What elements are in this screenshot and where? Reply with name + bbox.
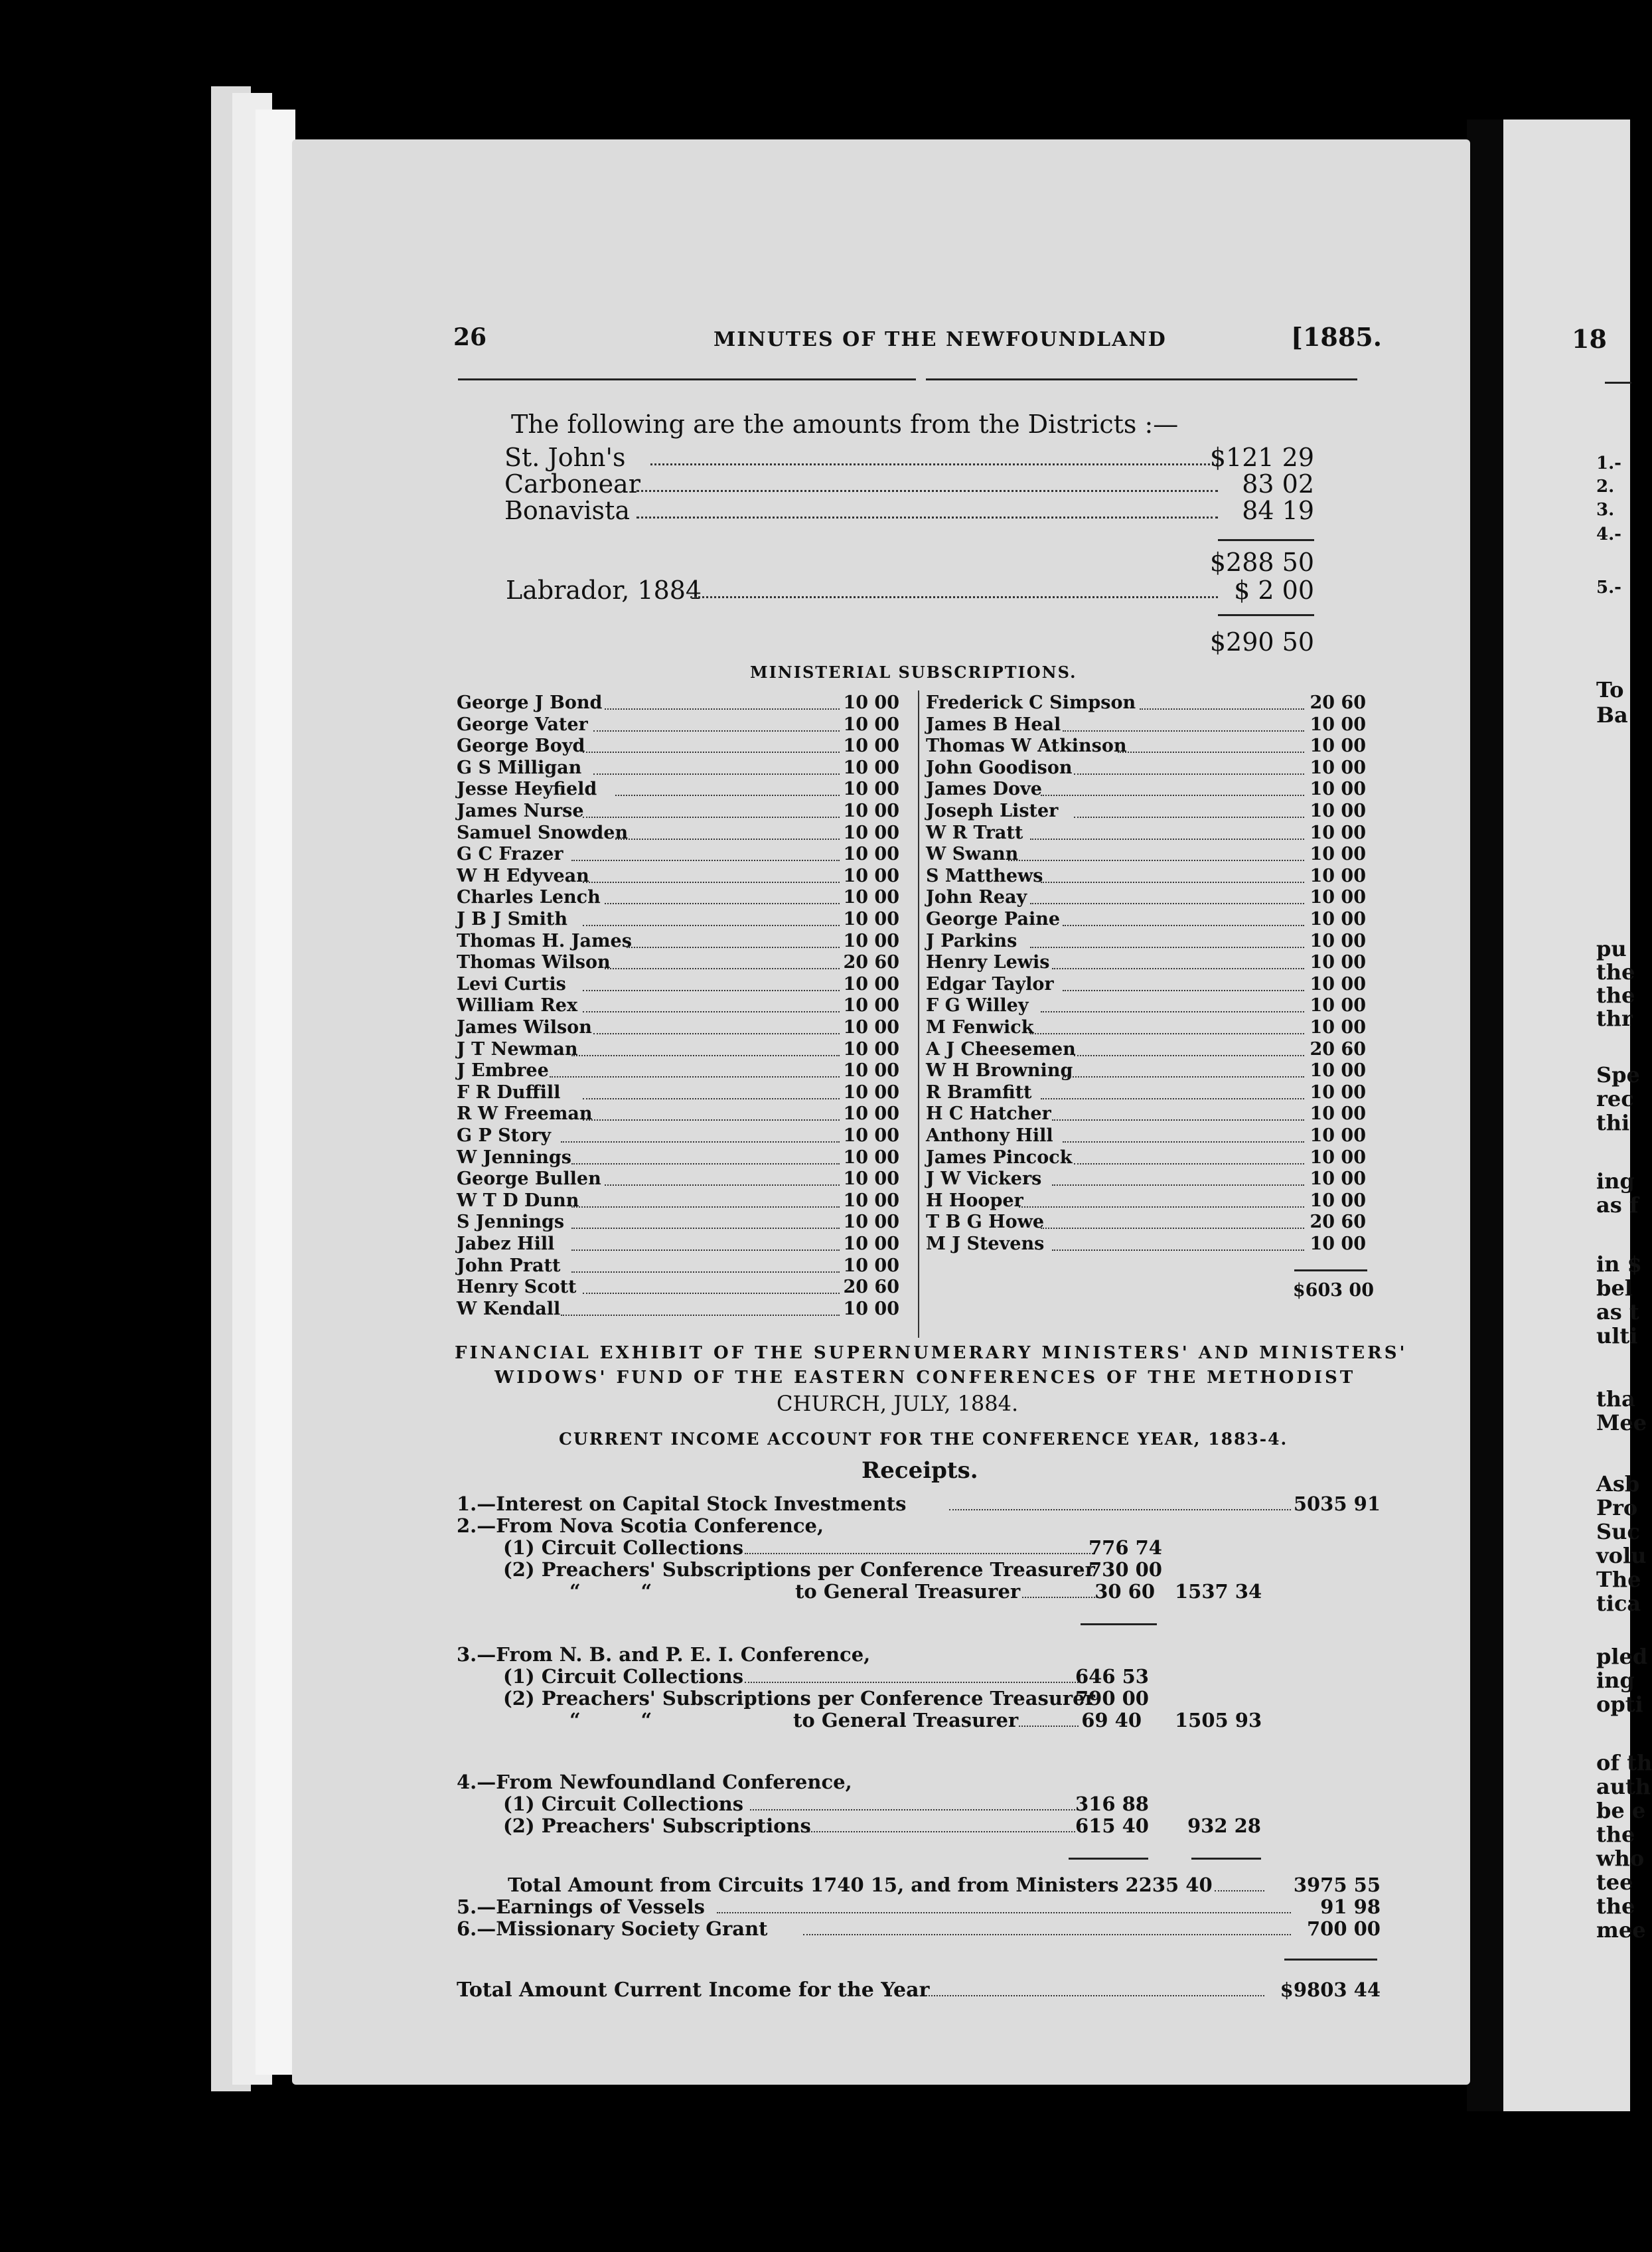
- subscriber-name: J W Vickers: [926, 1168, 1042, 1190]
- next-page-fragment: 2.: [1596, 477, 1615, 497]
- subscriber-amount: 10 00: [1310, 1147, 1366, 1168]
- next-page-fragment: thi: [1596, 1110, 1630, 1135]
- subscriber-amount: 10 00: [843, 822, 899, 843]
- leader-dots: [583, 1119, 840, 1121]
- next-page-fragment: 5.-: [1596, 578, 1621, 598]
- next-page-fragment: as t: [1596, 1299, 1639, 1325]
- leader-dots: [1041, 1228, 1304, 1229]
- subscriber-name: G P Story: [457, 1125, 552, 1146]
- subscriber-name: Samuel Snowden: [457, 822, 629, 843]
- leader-dots: [571, 1249, 840, 1251]
- next-page-fragment: tha: [1596, 1386, 1635, 1411]
- sum-rule: [1069, 1858, 1148, 1860]
- next-page-fragment: the: [1596, 983, 1635, 1008]
- receipt-total: 3975 55: [1293, 1874, 1381, 1896]
- subscriber-amount: 10 00: [843, 736, 899, 757]
- leader-dots: [1074, 817, 1305, 818]
- leader-dots: [637, 490, 1218, 492]
- subscriber-amount: 10 00: [1310, 1017, 1366, 1038]
- subscriber-amount: 10 00: [1310, 1082, 1366, 1103]
- subscriber-name: John Pratt: [457, 1255, 561, 1276]
- subscriber-name: J Parkins: [926, 930, 1017, 951]
- next-page-fragment: ulti: [1596, 1323, 1638, 1348]
- subscriber-name: Thomas H. James: [457, 930, 632, 951]
- next-page-fragment: of th: [1596, 1750, 1652, 1775]
- subscriber-name: J B J Smith: [457, 909, 567, 929]
- subscriber-amount: 10 00: [843, 779, 899, 800]
- leader-dots: [561, 1315, 840, 1316]
- subscriber-name: F G Willey: [926, 995, 1029, 1016]
- districts-subtotal: $288 50: [1209, 548, 1314, 577]
- receipt-amount: 30 60: [1094, 1580, 1155, 1603]
- next-page-fragment: tica: [1596, 1591, 1641, 1616]
- subscriber-name: W T D Dunn: [457, 1190, 579, 1211]
- subscriber-amount: 10 00: [843, 757, 899, 778]
- receipt-amount: 790 00: [1075, 1687, 1149, 1710]
- subscriber-amount: 10 00: [1310, 1234, 1366, 1254]
- subscriber-name: S Matthews: [926, 865, 1043, 886]
- leader-dots: [583, 882, 840, 883]
- district-amount: 84 19: [1242, 496, 1314, 525]
- subscriber-name: James B Heal: [926, 714, 1061, 735]
- leader-dots: [615, 795, 840, 796]
- subscriber-amount: 10 00: [843, 1147, 899, 1168]
- book-gutter: [1467, 120, 1505, 2111]
- leader-dots: [1041, 882, 1304, 883]
- leader-dots: [593, 1033, 840, 1034]
- receipt-label: 2.—From Nova Scotia Conference,: [457, 1514, 824, 1537]
- leader-dots: [1074, 1055, 1305, 1056]
- receipt-label: (1) Circuit Collections: [503, 1793, 744, 1815]
- subscriber-name: A J Cheesemen: [926, 1038, 1076, 1060]
- next-page-fragment: who: [1596, 1846, 1645, 1871]
- column-divider: [918, 690, 919, 1338]
- leader-dots: [583, 1098, 840, 1099]
- leader-dots: [615, 839, 840, 840]
- subscriber-name: James Dove: [926, 779, 1042, 800]
- labrador-amount: $ 2 00: [1234, 576, 1314, 605]
- sum-rule: [1284, 1959, 1377, 1961]
- leader-dots: [561, 1141, 840, 1143]
- leader-dots: [605, 968, 840, 969]
- leader-dots: [1052, 1184, 1305, 1186]
- next-page-fragment: 4.-: [1596, 524, 1621, 544]
- next-page-fragment: be e: [1596, 1798, 1646, 1823]
- receipt-amount: 615 40: [1075, 1814, 1149, 1837]
- receipt-label: “ “: [569, 1709, 652, 1731]
- leader-dots: [593, 730, 840, 732]
- subscriber-name: J Embree: [457, 1060, 549, 1082]
- next-page-fragment: volu: [1596, 1543, 1647, 1568]
- receipt-label: to General Treasurer: [795, 1580, 1021, 1603]
- leader-dots: [1063, 990, 1304, 991]
- subscriber-amount: 10 00: [843, 1082, 899, 1103]
- leader-dots: [745, 1682, 1079, 1683]
- subscriber-amount: 20 60: [1310, 692, 1366, 713]
- subscriber-amount: 10 00: [1310, 973, 1366, 995]
- next-page-fragment: To: [1596, 677, 1624, 702]
- leader-dots: [1063, 1076, 1304, 1078]
- next-page-fragment: Ba: [1596, 702, 1628, 728]
- subscriber-name: G S Milligan: [457, 757, 582, 778]
- subscriber-amount: 10 00: [843, 1103, 899, 1125]
- subscriber-name: John Goodison: [926, 757, 1073, 778]
- subscriber-amount: 10 00: [1310, 714, 1366, 735]
- subscriber-name: Henry Lewis: [926, 952, 1050, 973]
- receipt-label: 6.—Missionary Society Grant: [457, 1917, 768, 1940]
- subscriber-amount: 10 00: [843, 1212, 899, 1233]
- leader-dots: [1019, 1726, 1079, 1727]
- leader-dots: [1074, 773, 1305, 775]
- receipt-label: (2) Preachers' Subscriptions per Conference Treasurer: [503, 1558, 1095, 1581]
- subscriber-name: H Hooper: [926, 1190, 1023, 1211]
- subscriber-name: W R Tratt: [926, 822, 1023, 843]
- subscriber-amount: 10 00: [1310, 930, 1366, 951]
- subscriber-amount: 10 00: [1310, 909, 1366, 929]
- grand-total: $9803 44: [1280, 1978, 1381, 2001]
- district-amount: 83 02: [1242, 469, 1314, 499]
- labrador-label: Labrador, 1884: [506, 576, 702, 605]
- subscriber-name: Levi Curtis: [457, 973, 566, 995]
- leader-dots: [583, 1293, 840, 1294]
- leader-dots: [745, 1553, 1095, 1554]
- district-amount: $121 29: [1209, 443, 1314, 472]
- next-page-fragment: as f: [1596, 1192, 1639, 1218]
- subscriber-amount: 10 00: [1310, 1103, 1366, 1125]
- subscriber-name: R W Freeman: [457, 1103, 593, 1125]
- subscriber-amount: 20 60: [1310, 1212, 1366, 1233]
- subscriber-amount: 10 00: [1310, 801, 1366, 821]
- subscriber-name: George Paine: [926, 909, 1061, 929]
- leader-dots: [1041, 795, 1304, 796]
- next-page-fragment: the: [1596, 959, 1635, 985]
- subscriber-name: Anthony Hill: [926, 1125, 1053, 1146]
- leader-dots: [593, 773, 840, 775]
- subscriber-name: James Nurse: [457, 801, 584, 821]
- leader-dots: [803, 1831, 1075, 1832]
- subscriber-name: George Vater: [457, 714, 588, 735]
- subscriber-amount: 10 00: [1310, 1190, 1366, 1211]
- receipt-label: Total Amount from Circuits 1740 15, and from Ministers 2235 40: [508, 1874, 1213, 1896]
- subscriber-name: S Jennings: [457, 1212, 565, 1233]
- subscriber-amount: 10 00: [1310, 865, 1366, 886]
- districts-total: $290 50: [1209, 627, 1314, 657]
- subscriber-amount: 10 00: [843, 1298, 899, 1319]
- subscriber-amount: 10 00: [843, 1017, 899, 1038]
- next-page-fragment: mee: [1596, 1917, 1646, 1943]
- receipt-amount: 646 53: [1075, 1665, 1149, 1688]
- subscriber-amount: 10 00: [843, 930, 899, 951]
- page-number: 26: [453, 323, 487, 351]
- leader-dots: [550, 1076, 840, 1078]
- next-page-fragment: ing: [1596, 1668, 1635, 1693]
- leader-dots: [583, 752, 840, 753]
- district-name: St. John's: [504, 443, 626, 472]
- subscriber-name: Thomas Wilson: [457, 952, 611, 973]
- header-year: [1885.: [1291, 322, 1382, 352]
- subscriber-name: H C Hatcher: [926, 1103, 1051, 1125]
- next-page-fragment: rec: [1596, 1086, 1634, 1111]
- subscriber-name: M Fenwick: [926, 1017, 1034, 1038]
- receipt-amount: 776 74: [1089, 1536, 1162, 1559]
- receipt-subtotal: 1505 93: [1175, 1709, 1262, 1731]
- subscriber-name: Henry Scott: [457, 1277, 577, 1298]
- sum-rule: [1081, 1623, 1157, 1625]
- subscriber-amount: 10 00: [1310, 822, 1366, 843]
- next-page-fragment: thr: [1596, 1006, 1633, 1031]
- receipt-total: 700 00: [1307, 1917, 1381, 1940]
- leader-dots: [926, 1995, 1264, 1996]
- sum-rule: [1218, 614, 1314, 616]
- ministerial-total: $603 00: [1292, 1280, 1374, 1301]
- leader-dots: [1063, 730, 1304, 732]
- receipt-label: (2) Preachers' Subscriptions per Conference Treasurer: [503, 1687, 1095, 1710]
- leader-dots: [750, 1809, 1075, 1810]
- receipt-total: 5035 91: [1293, 1492, 1381, 1515]
- next-page-fragment: The: [1596, 1567, 1641, 1592]
- subscriber-amount: 10 00: [1310, 887, 1366, 908]
- receipt-label: to General Treasurer: [793, 1709, 1019, 1731]
- leader-dots: [583, 817, 840, 818]
- subscriber-amount: 10 00: [843, 995, 899, 1016]
- exhibit-subtitle: CURRENT INCOME ACCOUNT FOR THE CONFERENCE YEAR, 1883-4.: [559, 1429, 1288, 1449]
- receipt-label: 4.—From Newfoundland Conference,: [457, 1771, 852, 1793]
- receipt-label: (2) Preachers' Subscriptions: [503, 1814, 811, 1837]
- leader-dots: [1052, 1249, 1305, 1251]
- receipt-label: Total Amount Current Income for the Year: [457, 1978, 930, 2002]
- subscriber-name: W Jennings: [457, 1147, 571, 1168]
- subscriber-amount: 20 60: [843, 1277, 899, 1298]
- sum-rule: [1294, 1269, 1367, 1271]
- next-page-fragment: ing: [1596, 1168, 1635, 1194]
- leader-dots: [637, 517, 1218, 519]
- subscriber-amount: 10 00: [1310, 844, 1366, 865]
- exhibit-title-line1: FINANCIAL EXHIBIT OF THE SUPERNUMERARY MINISTERS' AND MINISTERS': [455, 1343, 1408, 1363]
- leader-dots: [571, 860, 840, 861]
- subscriber-amount: 10 00: [1310, 995, 1366, 1016]
- leader-dots: [583, 1011, 840, 1012]
- leader-dots: [627, 947, 840, 948]
- leader-dots: [583, 990, 840, 991]
- receipt-total: 91 98: [1320, 1895, 1381, 1918]
- leader-dots: [1030, 1033, 1305, 1034]
- leader-dots: [1063, 1141, 1304, 1143]
- subscriber-amount: 10 00: [1310, 1125, 1366, 1146]
- subscriber-amount: 10 00: [1310, 736, 1366, 757]
- subscriber-name: M J Stevens: [926, 1234, 1045, 1254]
- leader-dots: [1041, 1098, 1304, 1099]
- next-page-fragment: bel: [1596, 1275, 1633, 1301]
- subscriber-name: F R Duffill: [457, 1082, 561, 1103]
- subscriber-amount: 10 00: [843, 1234, 899, 1254]
- subscriber-amount: 10 00: [1310, 757, 1366, 778]
- subscriber-amount: 10 00: [843, 1168, 899, 1190]
- subscriber-amount: 10 00: [1310, 1168, 1366, 1190]
- running-title: MINUTES OF THE NEWFOUNDLAND: [713, 328, 1167, 351]
- receipt-amount: 69 40: [1081, 1709, 1142, 1731]
- leader-dots: [583, 925, 840, 926]
- district-name: Bonavista: [504, 496, 630, 525]
- receipt-amount: 730 00: [1089, 1558, 1162, 1581]
- leader-dots: [1118, 752, 1305, 753]
- leader-dots: [571, 1206, 840, 1208]
- subscriber-name: T B G Howe: [926, 1212, 1045, 1233]
- leader-dots: [1008, 860, 1305, 861]
- next-page-fragment: Asb: [1596, 1471, 1640, 1496]
- exhibit-title-line3: CHURCH, JULY, 1884.: [777, 1391, 1019, 1416]
- subscriber-name: G C Frazer: [457, 844, 563, 865]
- subscriber-name: James Wilson: [457, 1017, 592, 1038]
- next-page-fragment: 3.: [1596, 500, 1615, 520]
- subscriber-amount: 10 00: [843, 844, 899, 865]
- next-page-fragment: the: [1596, 1893, 1635, 1919]
- next-page-fragment: pled: [1596, 1644, 1648, 1669]
- subscriber-name: Charles Lench: [457, 887, 601, 908]
- sum-rule: [1191, 1858, 1261, 1860]
- subscriber-amount: 10 00: [843, 1255, 899, 1276]
- subscriber-name: George J Bond: [457, 692, 603, 713]
- subscriber-name: William Rex: [457, 995, 578, 1016]
- next-page-fragment: Suc: [1596, 1519, 1640, 1544]
- subscriber-amount: 10 00: [843, 1038, 899, 1060]
- leader-dots: [571, 1163, 840, 1165]
- next-page-fragment: Pro: [1596, 1495, 1638, 1520]
- receipt-label: “ “: [569, 1580, 652, 1603]
- receipts-heading: Receipts.: [862, 1457, 978, 1484]
- subscriber-name: James Pincock: [926, 1147, 1073, 1168]
- subscriber-amount: 20 60: [1310, 1038, 1366, 1060]
- receipt-amount: 316 88: [1075, 1793, 1149, 1815]
- next-page-fragment: Mee: [1596, 1410, 1647, 1435]
- leader-dots: [1022, 1597, 1095, 1598]
- subscriber-name: W Swann: [926, 844, 1019, 865]
- header-rule: [926, 378, 1357, 380]
- leader-dots: [571, 1228, 840, 1229]
- leader-dots: [1030, 839, 1305, 840]
- subscriber-amount: 10 00: [1310, 1060, 1366, 1082]
- receipt-subtotal: 932 28: [1187, 1814, 1261, 1837]
- subscriber-name: Edgar Taylor: [926, 973, 1054, 995]
- subscriber-amount: 10 00: [843, 1125, 899, 1146]
- leader-dots: [1030, 903, 1305, 904]
- receipt-label: (1) Circuit Collections: [503, 1665, 744, 1688]
- subscriber-amount: 10 00: [843, 973, 899, 995]
- leader-dots: [803, 1934, 1291, 1935]
- leader-dots: [605, 1184, 840, 1186]
- leader-dots: [571, 1271, 840, 1273]
- leader-dots: [1030, 947, 1305, 948]
- leader-dots: [690, 596, 1218, 598]
- subscriber-amount: 10 00: [1310, 952, 1366, 973]
- leader-dots: [605, 903, 840, 904]
- leader-dots: [571, 1055, 840, 1056]
- ministerial-title: MINISTERIAL SUBSCRIPTIONS.: [750, 663, 1077, 682]
- next-page-fragment: tee: [1596, 1870, 1633, 1895]
- leader-dots: [949, 1509, 1291, 1510]
- subscriber-name: W Kendall: [457, 1298, 561, 1319]
- next-page-fragment: auth: [1596, 1774, 1651, 1799]
- leader-dots: [1140, 708, 1305, 710]
- subscriber-name: J T Newman: [457, 1038, 578, 1060]
- next-page-fragment: pu: [1596, 936, 1627, 961]
- leader-dots: [1052, 1119, 1305, 1121]
- leader-dots: [605, 708, 840, 710]
- leader-dots: [1041, 1011, 1304, 1012]
- subscriber-amount: 10 00: [843, 1060, 899, 1082]
- subscriber-name: Joseph Lister: [926, 801, 1059, 821]
- receipt-label: 5.—Earnings of Vessels: [457, 1895, 705, 1918]
- subscriber-amount: 10 00: [1310, 779, 1366, 800]
- subscriber-name: Jabez Hill: [457, 1234, 555, 1254]
- district-name: Carbonear: [504, 469, 640, 499]
- subscriber-name: Frederick C Simpson: [926, 692, 1136, 713]
- header-rule: [458, 378, 916, 380]
- subscriber-name: Jesse Heyfield: [457, 779, 597, 800]
- next-page-fragment: Spe: [1596, 1062, 1640, 1087]
- subscriber-name: W H Browning: [926, 1060, 1073, 1082]
- subscriber-amount: 10 00: [843, 909, 899, 929]
- page-stack-edge: [256, 110, 295, 2075]
- next-page-fragment: opti: [1596, 1692, 1643, 1717]
- sum-rule: [1218, 539, 1314, 541]
- subscriber-name: George Boyd: [457, 736, 585, 757]
- exhibit-title-line2: WIDOWS' FUND OF THE EASTERN CONFERENCES OF THE METHODIST: [494, 1368, 1356, 1388]
- leader-dots: [1074, 1163, 1305, 1165]
- subscriber-amount: 10 00: [843, 801, 899, 821]
- leader-dots: [1019, 1206, 1304, 1208]
- leader-dots: [1052, 968, 1305, 969]
- subscriber-amount: 10 00: [843, 887, 899, 908]
- subscriber-name: W H Edyvean: [457, 865, 589, 886]
- subscriber-amount: 10 00: [843, 692, 899, 713]
- leader-dots: [717, 1912, 1291, 1913]
- subscriber-name: John Reay: [926, 887, 1027, 908]
- subscriber-name: George Bullen: [457, 1168, 601, 1190]
- receipt-label: 1.—Interest on Capital Stock Investments: [457, 1492, 907, 1515]
- receipt-subtotal: 1537 34: [1175, 1580, 1262, 1603]
- subscriber-amount: 10 00: [843, 1190, 899, 1211]
- next-page-fragment: 1.-: [1596, 453, 1621, 473]
- subscriber-name: R Bramfitt: [926, 1082, 1032, 1103]
- subscriber-amount: 10 00: [843, 865, 899, 886]
- subscriber-amount: 10 00: [843, 714, 899, 735]
- subscriber-name: Thomas W Atkinson: [926, 736, 1127, 757]
- next-page-header: 18: [1572, 324, 1607, 354]
- receipt-label: 3.—From N. B. and P. E. I. Conference,: [457, 1643, 871, 1666]
- leader-dots: [650, 463, 1218, 465]
- leader-dots: [1063, 925, 1304, 926]
- receipt-label: (1) Circuit Collections: [503, 1536, 744, 1559]
- next-page-fragment: the: [1596, 1822, 1635, 1847]
- next-page-fragment: in $: [1596, 1251, 1642, 1277]
- header-rule: [1605, 382, 1631, 384]
- districts-intro: The following are the amounts from the Districts :—: [511, 410, 1179, 439]
- subscriber-amount: 20 60: [843, 952, 899, 973]
